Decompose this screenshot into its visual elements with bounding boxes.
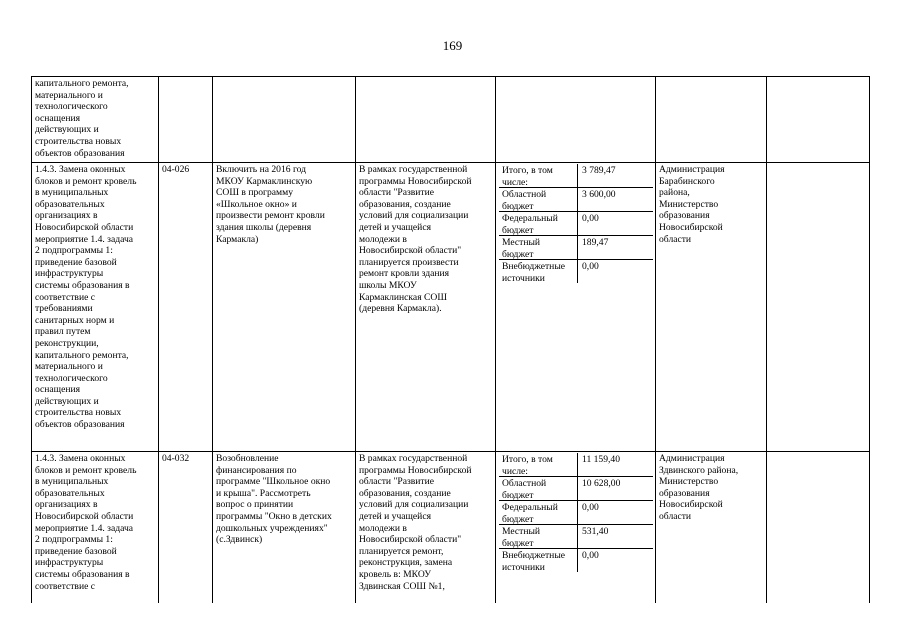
page-number: 169 bbox=[442, 38, 463, 53]
finance-row bbox=[499, 477, 653, 501]
finance-row bbox=[499, 188, 653, 212]
finance-value: 3 600,00 bbox=[582, 189, 616, 200]
measure-cell: 1.4.3. Замена оконных блоков и ремонт кровель в муниципальных образовательных организациях в Новосибирской области мероприятие 1.4. задача 2 подпрограммы 1: приведение базовой инфраструктуры системы образования в соответствие с bbox=[32, 452, 159, 604]
finance-cell bbox=[496, 452, 656, 604]
finance-label: Федеральный бюджет bbox=[499, 501, 578, 524]
finance-label: Итого, в том числе: bbox=[499, 164, 578, 187]
finance-row bbox=[499, 501, 653, 525]
finance-value: 531,40 bbox=[582, 526, 609, 537]
table-row bbox=[32, 452, 870, 604]
description-cell: В рамках государственной программы Новосибирской области "Развитие образования, создание условий для социализации детей и учащейся молодежи в Новосибирской области" планируется произвести ремонт кровли здания школы МКОУ Кармаклинская СОШ (деревня Кармакла). bbox=[356, 163, 496, 452]
finance-label: Областной бюджет bbox=[499, 477, 578, 500]
finance-cell bbox=[496, 77, 656, 163]
finance-value: 10 628,00 bbox=[582, 478, 621, 489]
code-cell: 04-026 bbox=[159, 163, 213, 452]
measures-table bbox=[31, 76, 870, 603]
finance-label: Местный бюджет bbox=[499, 236, 578, 259]
finance-value: 0,00 bbox=[582, 502, 599, 513]
executor-cell bbox=[656, 77, 767, 163]
finance-row bbox=[499, 453, 653, 477]
action-cell bbox=[213, 77, 356, 163]
finance-row bbox=[499, 164, 653, 188]
finance-label: Местный бюджет bbox=[499, 525, 578, 548]
finance-row bbox=[499, 212, 653, 236]
code-cell bbox=[159, 77, 213, 163]
empty-cell bbox=[767, 77, 870, 163]
description-cell bbox=[356, 77, 496, 163]
table-row bbox=[32, 77, 870, 163]
empty-cell bbox=[767, 452, 870, 604]
finance-label: Внебюджетные источники bbox=[499, 260, 578, 283]
finance-value: 3 789,47 bbox=[582, 165, 616, 176]
finance-value: 0,00 bbox=[582, 213, 599, 224]
executor-cell: Администрация Здвинского района, Министерство образования Новосибирской области bbox=[656, 452, 767, 604]
finance-row bbox=[499, 525, 653, 549]
action-cell: Возобновление финансирования по программе "Школьное окно и крыша". Рассмотреть вопрос о принятии программы "Окно в детских дошкольных учреждениях" (с.Здвинск) bbox=[213, 452, 356, 604]
code-cell: 04-032 bbox=[159, 452, 213, 604]
finance-cell bbox=[496, 163, 656, 452]
action-cell: Включить на 2016 год МКОУ Кармаклинскую СОШ в программу «Школьное окно» и произвести ремонт кровли здания школы (деревня Кармакла) bbox=[213, 163, 356, 452]
finance-label: Областной бюджет bbox=[499, 188, 578, 211]
finance-row bbox=[499, 260, 653, 283]
measure-cell: 1.4.3. Замена оконных блоков и ремонт кровель в муниципальных образовательных организациях в Новосибирской области мероприятие 1.4. задача 2 подпрограммы 1: приведение базовой инфраструктуры системы образования в соответствие с требованиями санитарных норм и правил путем реконструкции, капитального ремонта, материального и технологического оснащения действующих и строительства новых объектов образования bbox=[32, 163, 159, 452]
finance-row bbox=[499, 236, 653, 260]
finance-label: Итого, в том числе: bbox=[499, 453, 578, 476]
finance-value: 0,00 bbox=[582, 261, 599, 272]
finance-value: 11 159,40 bbox=[582, 454, 621, 465]
executor-cell: Администрация Барабинского района, Министерство образования Новосибирской области bbox=[656, 163, 767, 452]
finance-label: Внебюджетные источники bbox=[499, 549, 578, 572]
finance-row bbox=[499, 549, 653, 572]
description-cell: В рамках государственной программы Новосибирской области "Развитие образования, создание условий для социализации детей и учащейся молодежи в Новосибирской области" планируется ремонт, реконструкция, замена кровель в: МКОУ Здвинская СОШ №1, bbox=[356, 452, 496, 604]
measure-cell: капитального ремонта, материального и технологического оснащения действующих и строительства новых объектов образования bbox=[32, 77, 159, 163]
empty-cell bbox=[767, 163, 870, 452]
finance-label: Федеральный бюджет bbox=[499, 212, 578, 235]
finance-value: 189,47 bbox=[582, 237, 609, 248]
finance-value: 0,00 bbox=[582, 550, 599, 561]
table-row bbox=[32, 163, 870, 452]
